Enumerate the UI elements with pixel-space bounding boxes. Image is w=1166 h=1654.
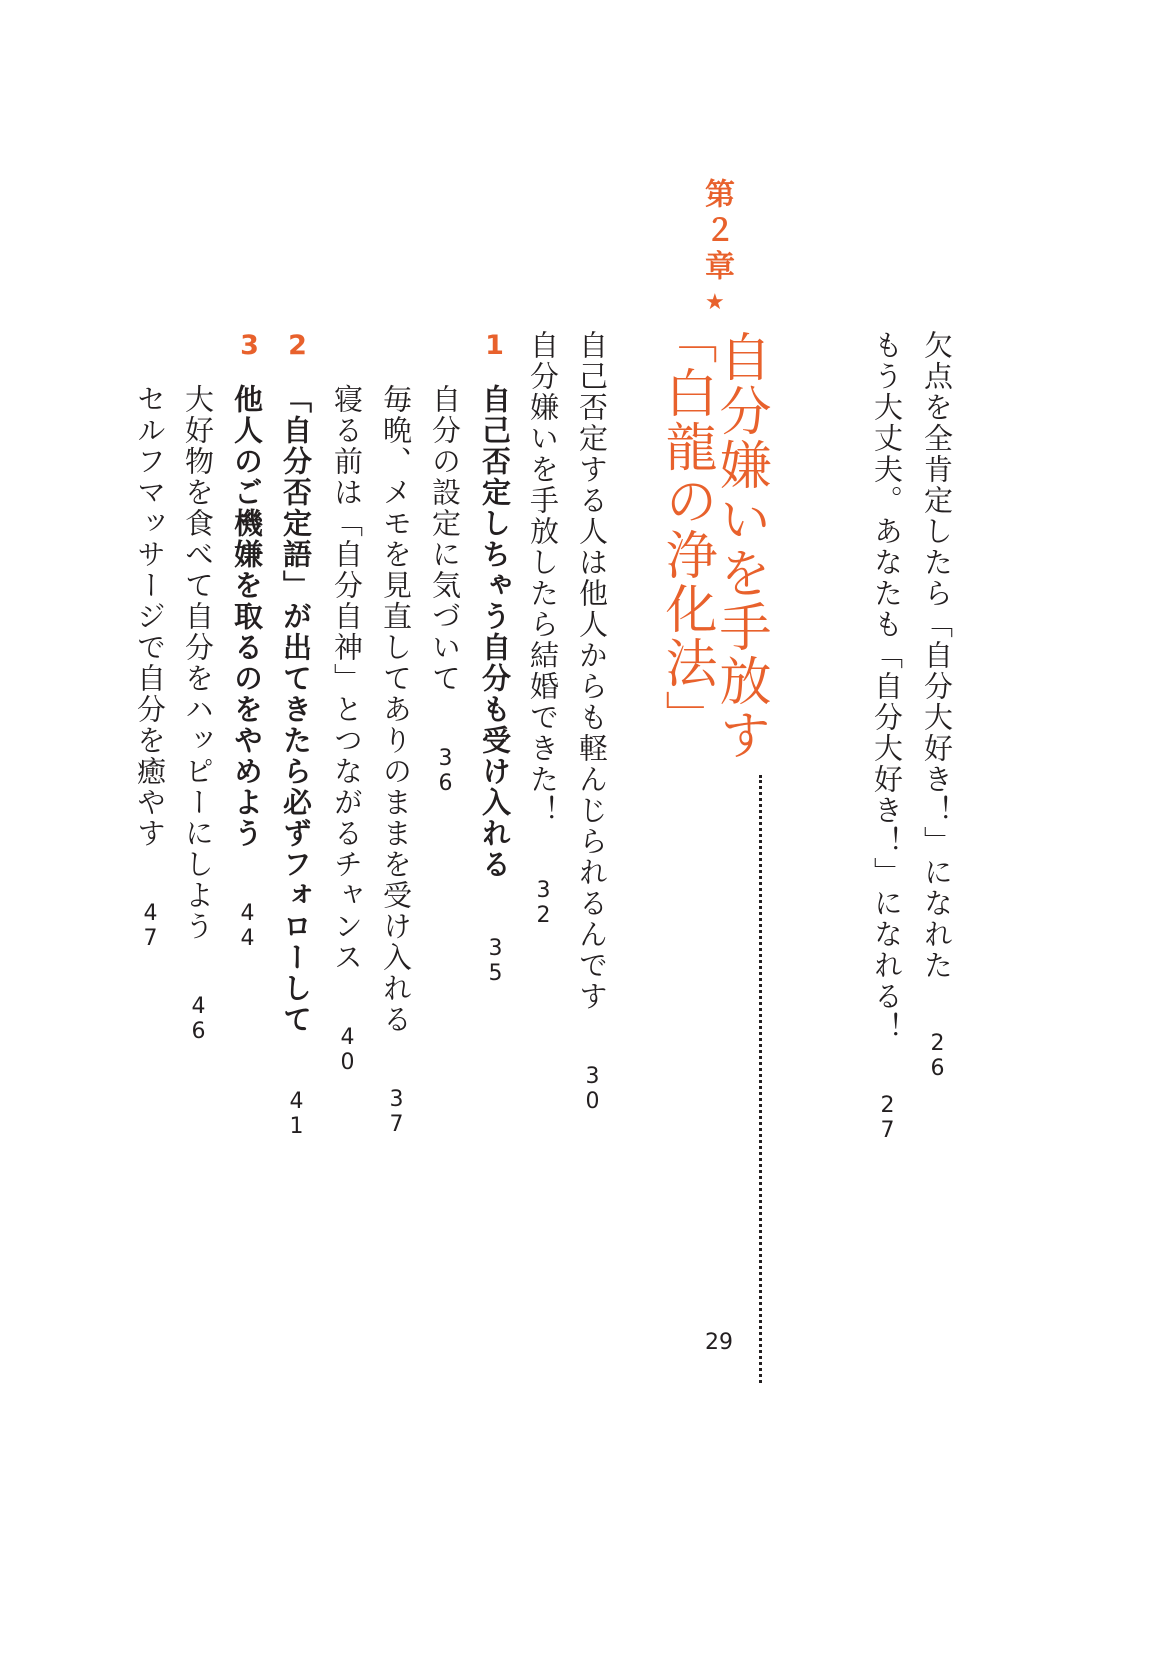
section-title [279, 384, 313, 1139]
chapter-title-line1: 自分嫌いを手放す [710, 330, 770, 762]
section-number: 1 [479, 330, 510, 361]
toc-page-number: 27 [875, 1093, 900, 1143]
toc-entry-text: セルフマッサージで自分を癒やす [133, 384, 167, 849]
chapter-subtitle [656, 312, 716, 744]
toc-entry-text: 自分の設定に気づいて [428, 384, 462, 694]
toc-entry [379, 384, 413, 1137]
toc-entry-text: 大好物を食べて自分をハッピーにしよう [181, 384, 215, 942]
section-title [230, 384, 264, 951]
toc-page-number: 30 [580, 1064, 605, 1114]
section-title-text: 他人のご機嫌を取るのをやめよう [230, 384, 264, 849]
section-number: 2 [282, 330, 313, 361]
section-number: 3 [234, 330, 265, 361]
toc-entry [330, 384, 364, 1075]
toc-entry [428, 384, 462, 796]
section-title-text: 「自分否定語」が出てきたら必ずフォローして [279, 384, 313, 1035]
toc-entry-text: 自己否定する人は他人からも軽んじられるんです [575, 330, 609, 1012]
toc-page-number: 47 [138, 901, 163, 951]
toc-entry [870, 330, 904, 1143]
chapter-label: 第２章 [699, 178, 734, 286]
toc-entry [181, 384, 215, 1044]
toc-page-number: 35 [483, 936, 508, 986]
toc-page-number: 36 [433, 746, 458, 796]
toc-page-number: 44 [235, 901, 260, 951]
chapter-page-number: 29 [705, 1330, 733, 1355]
toc-page-number: 37 [384, 1087, 409, 1137]
toc-entry-text: 寝る前は「自分自神」とつながるチャンス [330, 384, 364, 973]
toc-page-number: 46 [186, 994, 211, 1044]
toc-page-number: 32 [531, 878, 556, 928]
toc-page-number: 41 [284, 1089, 309, 1139]
toc-entry [920, 330, 954, 1081]
section-title [478, 384, 512, 986]
chapter-title-line2: 「白龍の浄化法」 [656, 312, 716, 744]
toc-entry-text: 欠点を全肯定したら「自分大好き！」になれた [920, 330, 954, 981]
toc-page-number: 26 [925, 1031, 950, 1081]
toc-entry [526, 330, 560, 928]
toc-page-number: 40 [335, 1025, 360, 1075]
toc-entry [133, 384, 167, 951]
toc-entry-text: 毎晩、メモを見直してありのままを受け入れる [379, 384, 413, 1035]
leader-dots [759, 775, 762, 1383]
chapter-title [710, 330, 770, 762]
section-title-text: 自己否定しちゃう自分も受け入れる [478, 384, 512, 880]
toc-entry [575, 330, 609, 1114]
star-icon: ★ [705, 290, 725, 315]
toc-entry-text: もう大丈夫。あなたも「自分大好き！」になれる！ [870, 330, 904, 1043]
toc-entry-text: 自分嫌いを手放したら結婚できた！ [526, 330, 560, 826]
